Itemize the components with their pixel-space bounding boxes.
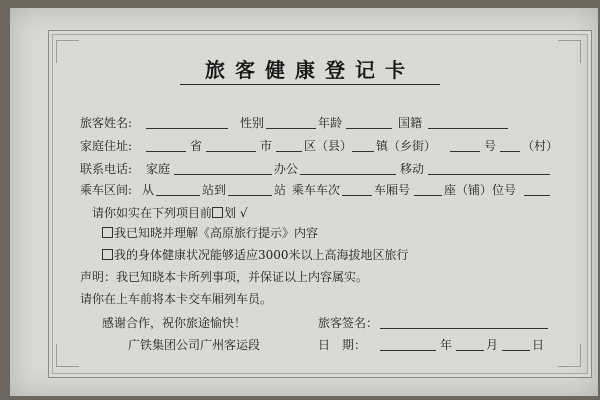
instruction-text [92,206,247,220]
from-station-field[interactable] [156,195,200,196]
village-field[interactable] [500,151,520,152]
submit-note: 请你在上车前将本卡交车厢列车员。 [80,292,273,306]
signature-field[interactable] [380,328,548,329]
corner-ornament [56,40,79,63]
district-field[interactable] [276,151,302,152]
signature-label: 旅客签名： [318,316,379,330]
town-label: 镇（乡街） [376,139,437,153]
number-label: 号 [484,139,497,153]
gender-field[interactable] [266,128,316,129]
nationality-label: 国籍 [398,116,423,130]
declaration-text: 声明：我已知晓本卡所列事项，并保证以上内容属实。 [80,270,369,284]
age-label: 年龄 [318,116,343,130]
office-phone-label: 办公 [274,162,299,176]
company-name: 广铁集团公司广州客运段 [128,338,261,352]
office-phone-field[interactable] [300,174,396,175]
home-phone-label: 家庭 [146,162,171,176]
section-label: 乘车区间: [80,183,133,197]
day-field[interactable] [502,350,530,351]
checkbox-sample-icon [212,207,223,218]
city-label: 市 [260,139,273,153]
mobile-phone-field[interactable] [428,174,550,175]
seat-field[interactable] [524,195,550,196]
mobile-phone-label: 移动 [400,162,425,176]
corner-ornament [558,40,581,63]
corner-ornament [56,344,79,367]
age-field[interactable] [346,128,392,129]
month-label: 月 [486,338,499,352]
year-label: 年 [440,338,453,352]
year-field[interactable] [380,350,436,351]
day-label: 日 [532,338,545,352]
date-label: 日 期： [318,338,367,352]
station-to-label: 站到 [202,183,227,197]
instruction-tail: 划 √ [224,206,248,220]
seat-label: 座（铺）位号 [444,183,517,197]
car-no-field[interactable] [414,195,442,196]
corner-ornament [558,344,581,367]
name-field[interactable] [146,128,228,129]
district-label: 区（县） [304,139,353,153]
phone-label: 联系电话: [80,162,133,176]
check-item-1-label: 我已知晓并理解《高原旅行提示》内容 [114,226,319,240]
name-label: 旅客姓名: [80,116,133,130]
check-item-1[interactable] [102,226,318,240]
car-no-label: 车厢号 [374,183,411,197]
gender-label: 性别 [240,116,265,130]
instruction-label: 请你如实在下列项目前 [92,206,213,220]
province-field[interactable] [146,151,186,152]
city-field[interactable] [206,151,256,152]
town-field[interactable] [352,151,374,152]
address-label: 家庭住址: [80,139,133,153]
thanks-text: 感谢合作，祝你旅途愉快！ [102,316,247,330]
checkbox-2[interactable] [102,249,113,260]
station-label: 站 [274,183,287,197]
month-field[interactable] [456,350,484,351]
nationality-field[interactable] [428,128,508,129]
check-item-2[interactable] [102,248,409,262]
check-item-2-label: 我的身体健康状况能够适应3000米以上高海拔地区旅行 [114,248,409,262]
checkbox-1[interactable] [102,227,113,238]
train-no-label: 乘车车次 [292,183,341,197]
province-label: 省 [190,139,203,153]
train-no-field[interactable] [342,195,372,196]
from-label: 从 [142,183,155,197]
village-label: （村） [522,139,559,153]
to-station-field[interactable] [228,195,272,196]
home-phone-field[interactable] [174,174,272,175]
number-field[interactable] [450,151,480,152]
card-title: 旅客健康登记卡 [180,56,440,85]
